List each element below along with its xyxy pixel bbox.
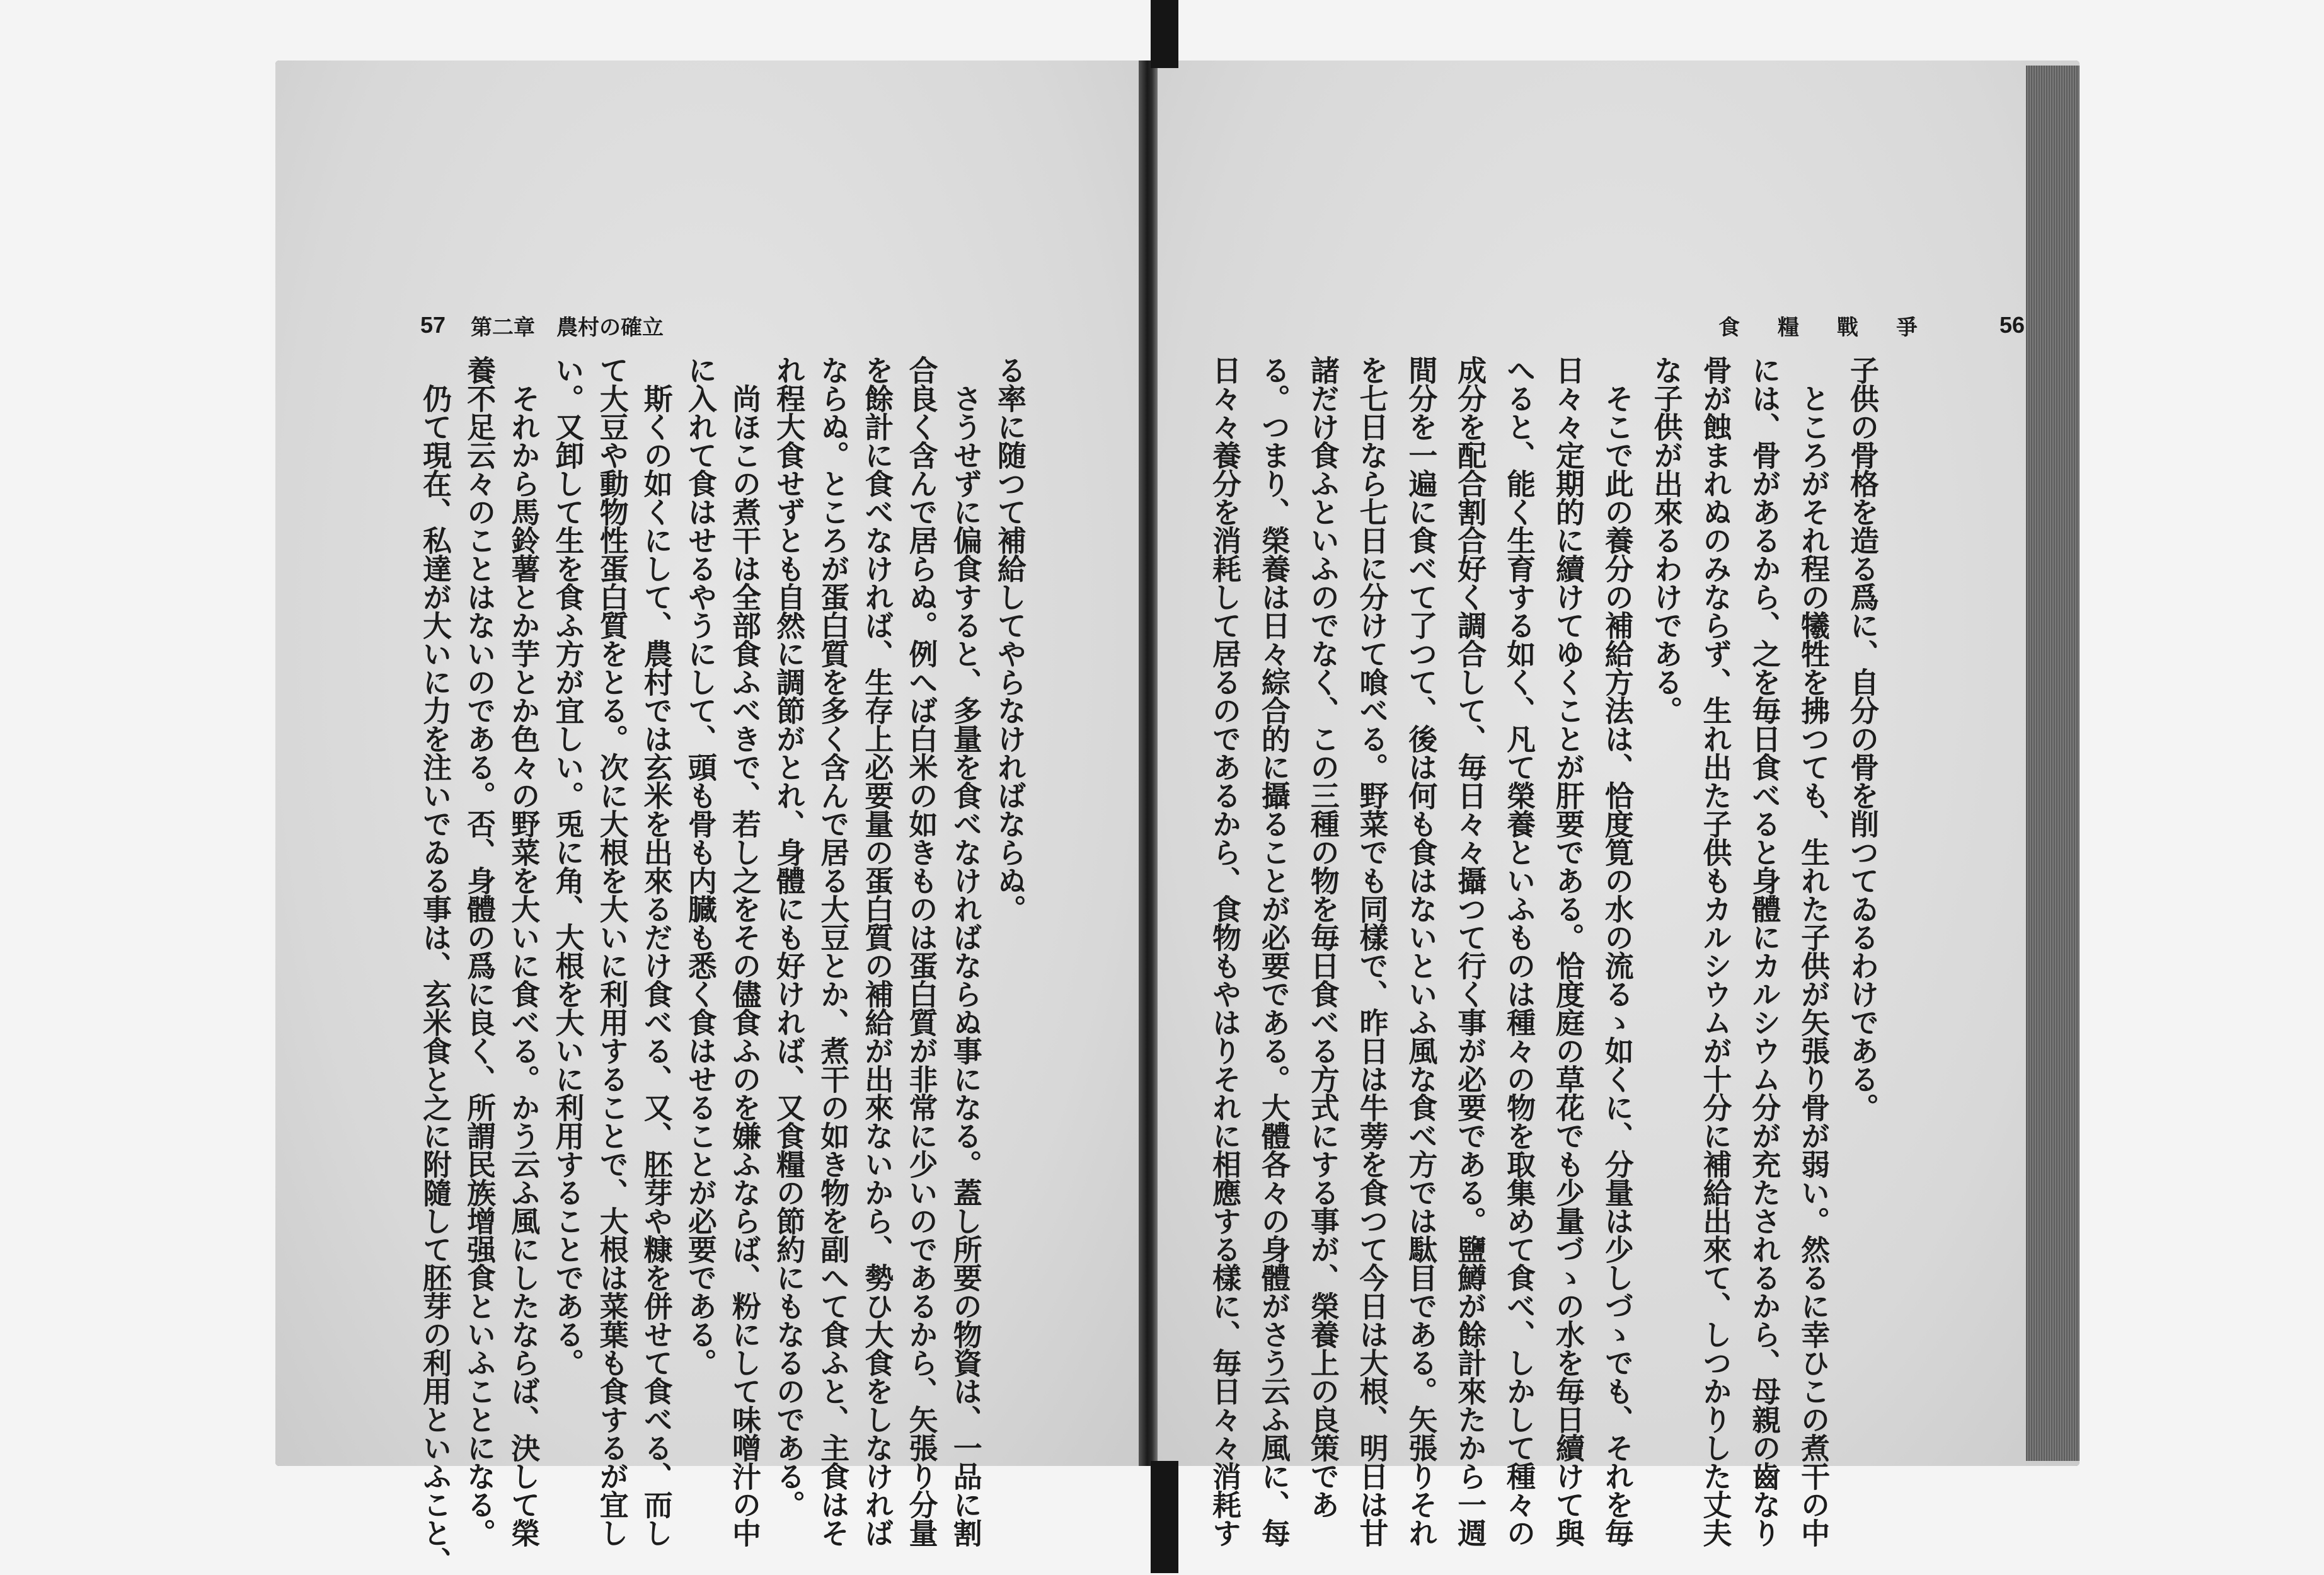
book-gutter xyxy=(1139,61,1158,1466)
right-book-title: 食糧戰爭 xyxy=(1718,314,1955,340)
bookmark-ribbon-bottom xyxy=(1151,1461,1178,1573)
right-page-number: 56 xyxy=(1999,312,2025,338)
text-column: 成分を配合割合好く調合して、毎日々々攝つて行く事が必要である。鹽鱒が餘計來たから一週 xyxy=(1453,355,1488,1547)
text-column: い。又卸して生を食ふ方が宜しい。兎に角、大根を大いに利用することである。 xyxy=(551,355,585,1376)
text-column: 養不足云々のことはないのである。否、身體の爲に良く、所謂民族增强食といふことになる。 xyxy=(463,355,497,1547)
text-column: 合良く含んで居らぬ。例へば白米の如きものは蛋白質が非常に少いのであるから、矢張り分量 xyxy=(904,355,939,1547)
left-running-head xyxy=(420,313,664,338)
left-chapter-title: 第二章 農村の確立 xyxy=(471,314,664,340)
text-column: に入れて食はせるやうにして、頭も骨も内臓も悉く食はせることが必要である。 xyxy=(683,355,718,1376)
right-page xyxy=(1158,61,2080,1547)
text-column: な子供が出來るわけである。 xyxy=(1649,355,1684,724)
text-column: 日々々定期的に續けてゆくことが肝要である。恰度庭の草花でも少量づゝの水を毎日續けて與 xyxy=(1551,355,1585,1547)
left-page-number: 57 xyxy=(420,312,446,338)
right-running-head xyxy=(1718,313,2025,338)
text-column: 子供の骨格を造る爲に、自分の骨を削つてゐるわけである。 xyxy=(1845,355,1880,1121)
text-column: 日々々養分を消耗して居るのであるから、食物もやはりそれに相應する樣に、毎日々々消耗す xyxy=(1208,355,1242,1547)
text-column: る率に随つて補給してやらなければならぬ。 xyxy=(992,355,1027,923)
book-spread xyxy=(275,61,2080,1575)
text-column: 尚ほこの煮干は全部食ふべきで、若し之をその儘食ふのを嫌ふならば、粉にして味噌汁の中 xyxy=(727,355,762,1547)
text-column: 仍て現在、私達が大いに力を注いでゐる事は、玄米食と之に附隨して胚芽の利用といふこと、 xyxy=(418,355,452,1575)
text-column: を餘計に食べなければ、生存上必要量の蛋白質の補給が出來ないから、勢ひ大食をしなければ xyxy=(860,355,895,1547)
text-column: それから馬鈴薯とか芋とか色々の野菜を大いに食べる。かう云ふ風にしたならば、決して榮 xyxy=(507,355,541,1547)
text-column: を七日なら七日に分けて喰べる。野菜でも同樣で、昨日は牛蒡を食つて今日は大根、明日は甘 xyxy=(1355,355,1389,1547)
text-column: には、骨があるから、之を毎日食べると身體にカルシウム分が充たされるから、母親の齒なり xyxy=(1747,355,1782,1547)
text-column: る。つまり、榮養は日々綜合的に攝ることが必要である。大體各々の身體がさう云ふ風に、每 xyxy=(1257,355,1291,1547)
right-text-block xyxy=(1208,355,1880,1547)
text-column: 骨が蝕まれぬのみならず、生れ出た子供もカルシウムが十分に補給出來て、しつかりした丈夫 xyxy=(1698,355,1733,1547)
text-column: 間分を一遍に食べて了つて、後は何も食はないといふ風な食べ方では駄目である。矢張りそれ xyxy=(1404,355,1439,1547)
page-fore-edge xyxy=(2026,66,2080,1461)
text-column: 諸だけ食ふといふのでなく、この三種の物を毎日食べる方式にする事が、榮養上の良策であ xyxy=(1306,355,1340,1518)
text-column: 斯くの如くにして、農村では玄米を出來るだけ食べる、又、胚芽や糠を併せて食べる、而し xyxy=(639,355,674,1547)
text-column: れ程大食せずとも自然に調節がとれ、身體にも好ければ、又食糧の節約にもなるのである。 xyxy=(772,355,807,1518)
left-page xyxy=(275,61,1139,1575)
text-column: さうせずに偏食すると、多量を食べなければならぬ事になる。蓋し所要の物資は、一品に割 xyxy=(948,355,983,1547)
text-column: て大豆や動物性蛋白質をとる。次に大根を大いに利用することで、大根は菜葉も食するが宜し xyxy=(595,355,630,1547)
text-column: へると、能く生育する如く、凡て榮養といふものは種々の物を取集めて食べ、しかして種々の xyxy=(1502,355,1537,1547)
text-column: ところがそれ程の犧牲を拂つても、生れた子供が矢張り骨が弱い。然るに幸ひこの煮干の中 xyxy=(1797,355,1831,1547)
left-text-block xyxy=(418,355,1027,1575)
text-column: ならぬ。ところが蛋白質を多く含んで居る大豆とか、煮干の如き物を副へて食ふと、主食はそ xyxy=(816,355,851,1547)
bookmark-ribbon-top xyxy=(1151,0,1178,68)
text-column: そこで此の養分の補給方法は、恰度筧の水の流るゝ如くに、分量は少しづゝでも、それを毎 xyxy=(1600,355,1635,1547)
